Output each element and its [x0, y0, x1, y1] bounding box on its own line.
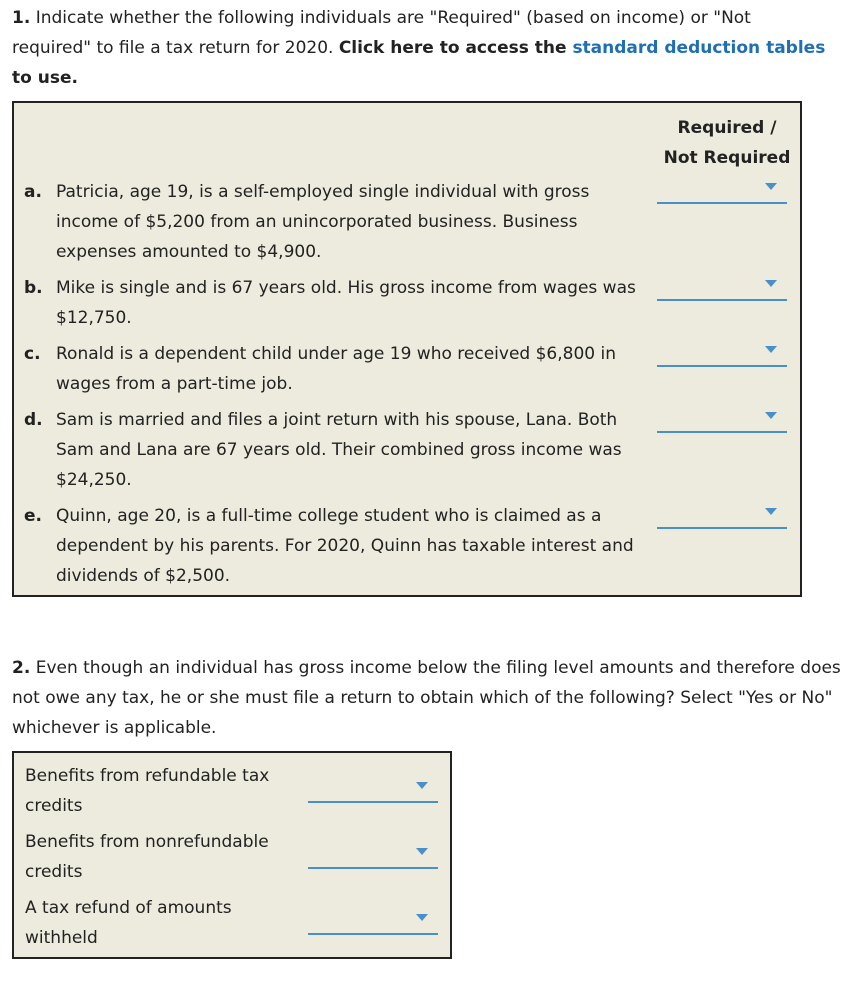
list-item-nonrefundable-credits: Benefits from nonrefundable credits: [25, 832, 269, 882]
caret-down-icon: [765, 183, 777, 190]
list-item-a: [24, 177, 644, 267]
question-2-panel: [12, 751, 452, 959]
item-text: Patricia, age 19, is a self-employed single individual with gross income of $5,200 from an unincorporated business. Business expenses amounted to $4,900.: [56, 182, 590, 262]
list-item-refundable-credits: Benefits from refundable tax credits: [25, 766, 270, 816]
question-1-panel: [12, 101, 802, 597]
standard-deduction-tables-link[interactable]: standard deduction tables: [572, 38, 826, 58]
dropdown-item-a[interactable]: [657, 178, 787, 204]
list-item-d: [24, 405, 644, 495]
item-letter: b.: [24, 278, 43, 298]
dropdown-item-e[interactable]: [657, 503, 787, 529]
dropdown-tax-refund-withheld[interactable]: [308, 909, 438, 935]
dropdown-item-c[interactable]: [657, 341, 787, 367]
item-letter: d.: [24, 410, 43, 430]
question-2-prompt: [12, 653, 857, 743]
question-1-text: Indicate whether the following individuals are "Required" (based on income) or "Not required" to file a tax return for 2020.: [12, 8, 751, 58]
item-letter: c.: [24, 344, 41, 364]
question-1-number: 1.: [12, 8, 31, 28]
caret-down-icon: [416, 782, 428, 789]
question-1-prompt: [12, 3, 832, 93]
caret-down-icon: [416, 914, 428, 921]
caret-down-icon: [765, 412, 777, 419]
column-header: [654, 113, 800, 173]
column-header-line2: Not Required: [663, 148, 791, 168]
caret-down-icon: [765, 346, 777, 353]
list-item-c: [24, 339, 644, 399]
dropdown-item-b[interactable]: [657, 275, 787, 301]
dropdown-nonrefundable-credits[interactable]: [308, 843, 438, 869]
list-item-tax-refund-withheld: A tax refund of amounts withheld: [25, 898, 232, 948]
item-letter: a.: [24, 182, 42, 202]
item-text: Sam is married and files a joint return with his spouse, Lana. Both Sam and Lana are 67 years old. Their combined gross income was $24,250.: [56, 410, 622, 490]
dropdown-item-d[interactable]: [657, 407, 787, 433]
item-text: Mike is single and is 67 years old. His gross income from wages was $12,750.: [56, 278, 636, 328]
list-item-e: [24, 501, 644, 591]
column-header-line1: Required /: [677, 118, 777, 138]
item-text: Quinn, age 20, is a full-time college student who is claimed as a dependent by his parents. For 2020, Quinn has taxable interest and dividends of $2,500.: [56, 506, 634, 586]
dropdown-refundable-credits[interactable]: [308, 777, 438, 803]
item-text: Ronald is a dependent child under age 19 who received $6,800 in wages from a part-time job.: [56, 344, 616, 394]
item-letter: e.: [24, 506, 42, 526]
question-1-instruction-end: to use.: [12, 68, 78, 88]
question-2-text: Even though an individual has gross income below the filing level amounts and therefore does not owe any tax, he or she must file a return to obtain which of the following? Select "Yes or No" whichever is applicable.: [12, 658, 841, 738]
caret-down-icon: [416, 848, 428, 855]
caret-down-icon: [765, 280, 777, 287]
question-2-number: 2.: [12, 658, 31, 678]
question-1-instruction: Click here to access the: [338, 38, 573, 58]
caret-down-icon: [765, 508, 777, 515]
list-item-b: [24, 273, 644, 333]
